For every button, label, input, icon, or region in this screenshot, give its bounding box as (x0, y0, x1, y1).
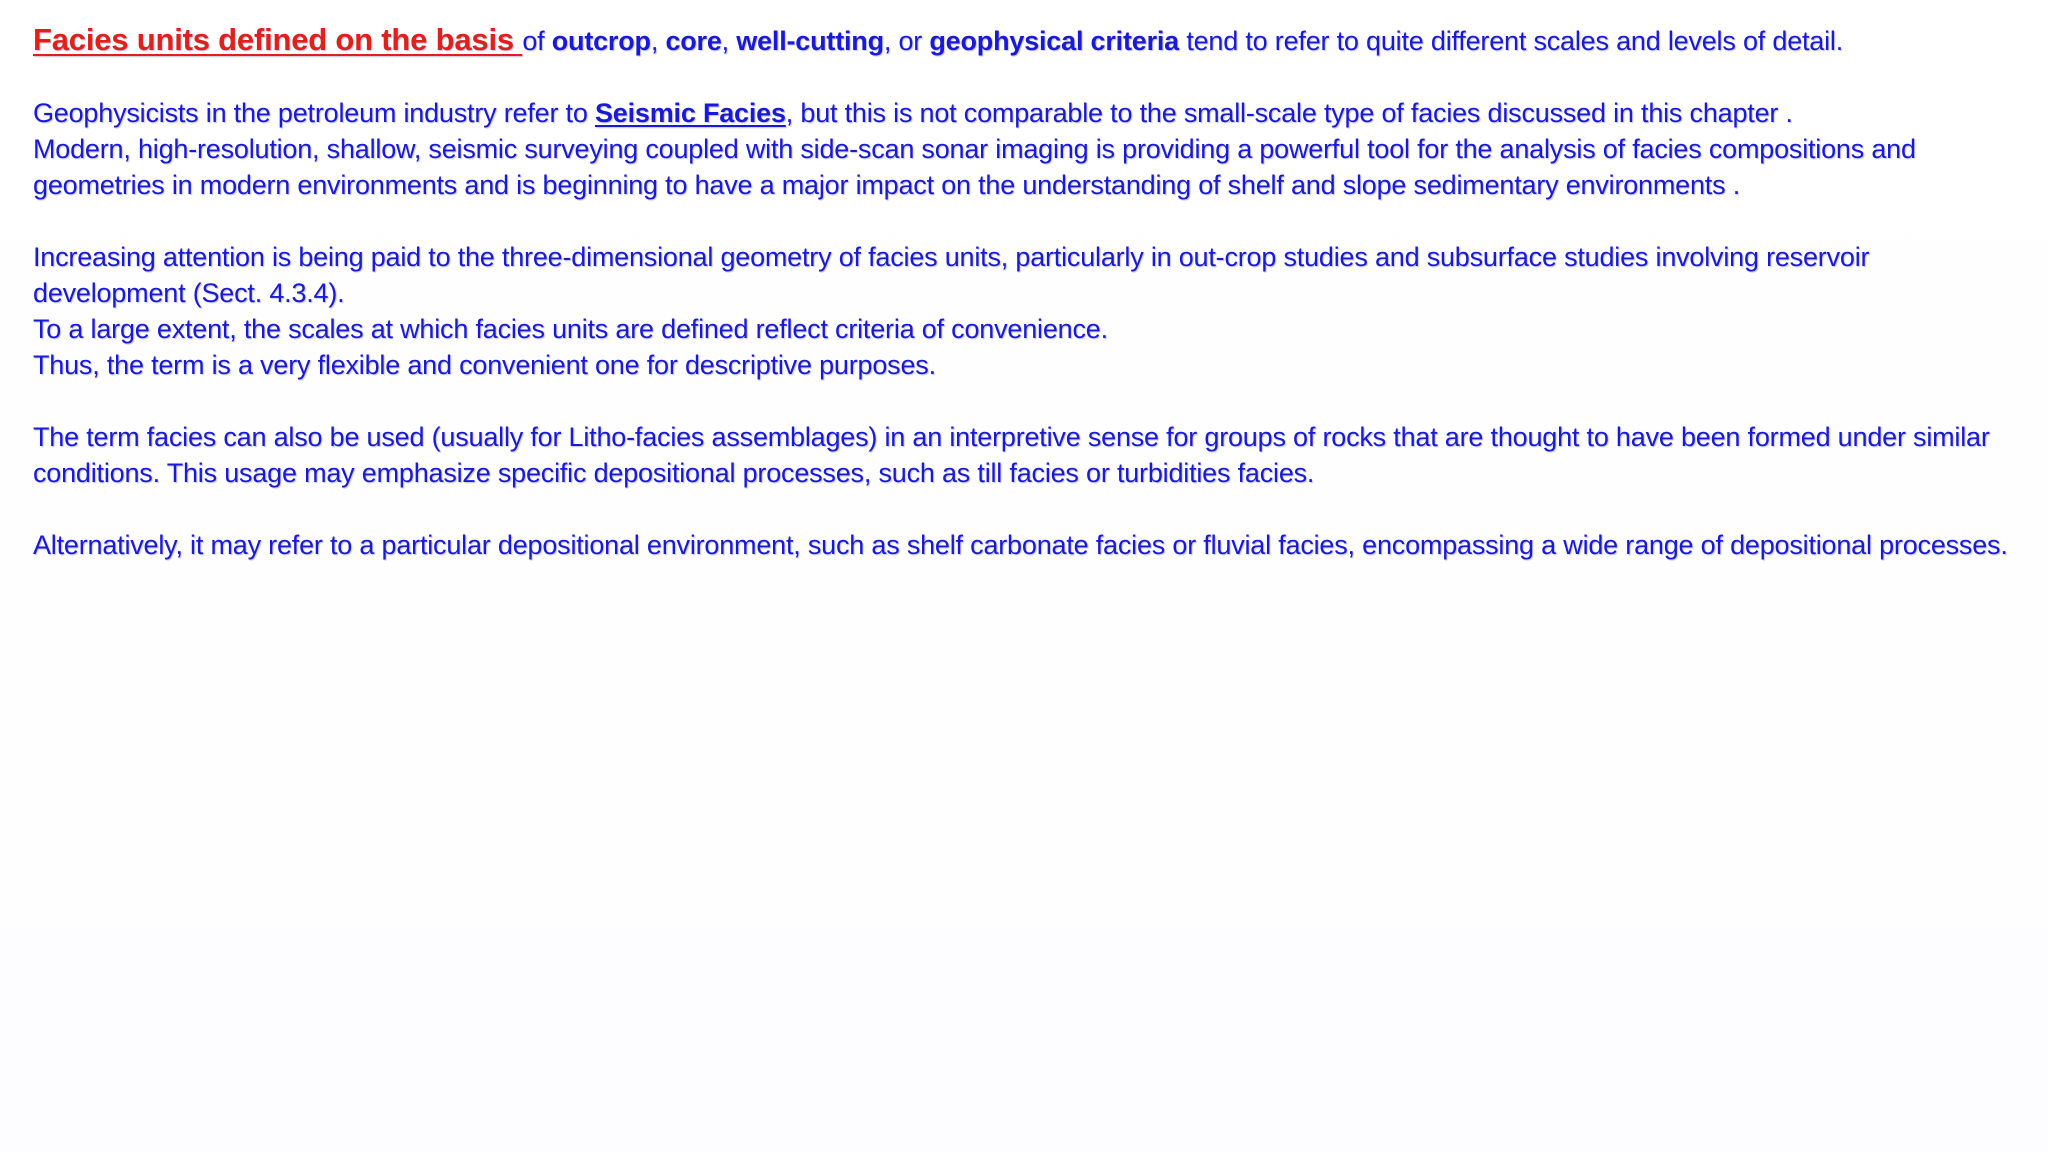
paragraph-interpretive: The term facies can also be used (usually for Litho-facies assemblages) in an interpretive sense for groups of rocks that are thought to have been formed under similar conditions. This usage may emphasize specific depositional processes, such as till facies or turbidities facies. (33, 422, 1990, 488)
paragraph-gap (33, 203, 2023, 239)
paragraph-gap (33, 383, 2023, 419)
paragraph-modern-surveying: Modern, high-resolution, shallow, seismic surveying coupled with side-scan sonar imaging is providing a powerful tool for the analysis of facies compositions and geometries in modern environments and is beginning to have a major impact on the understanding of shelf and slope sedimentary environments . (33, 134, 1916, 200)
paragraph-intro (33, 22, 2023, 59)
intro-text-4: , or (883, 26, 930, 56)
intro-text-1: of (522, 26, 552, 56)
seismic-text-post: , but this is not comparable to the small-scale type of facies discussed in this chapter . (785, 98, 1793, 128)
slide-content (33, 22, 2023, 563)
seismic-text-pre: Geophysicists in the petroleum industry refer to (33, 98, 595, 128)
intro-text-3: , (721, 26, 737, 56)
paragraph-environment: Alternatively, it may refer to a particular depositional environment, such as shelf carbonate facies or fluvial facies, encompassing a wide range of depositional processes. (33, 530, 2008, 560)
intro-text-5: tend to refer to quite different scales and levels of detail. (1179, 26, 1844, 56)
term-core: core (665, 26, 722, 56)
paragraph-flexible-term: Thus, the term is a very flexible and convenient one for descriptive purposes. (33, 350, 936, 380)
seismic-facies-link[interactable]: Seismic Facies (594, 98, 786, 128)
paragraph-3d-geometry: Increasing attention is being paid to the three-dimensional geometry of facies units, particularly in out-crop studies and subsurface studies involving reservoir development (Sect. 4.3.4). (33, 242, 1870, 308)
term-geophysical-criteria: geophysical criteria (929, 26, 1180, 56)
slide-heading: Facies units defined on the basis (33, 22, 523, 57)
term-well-cutting: well-cutting (736, 26, 884, 56)
paragraph-gap (33, 491, 2023, 527)
paragraph-seismic (33, 95, 2023, 131)
paragraph-scales: To a large extent, the scales at which facies units are defined reflect criteria of convenience. (33, 314, 1108, 344)
intro-text-2: , (650, 26, 666, 56)
paragraph-gap (33, 59, 2023, 95)
term-outcrop: outcrop (551, 26, 651, 56)
